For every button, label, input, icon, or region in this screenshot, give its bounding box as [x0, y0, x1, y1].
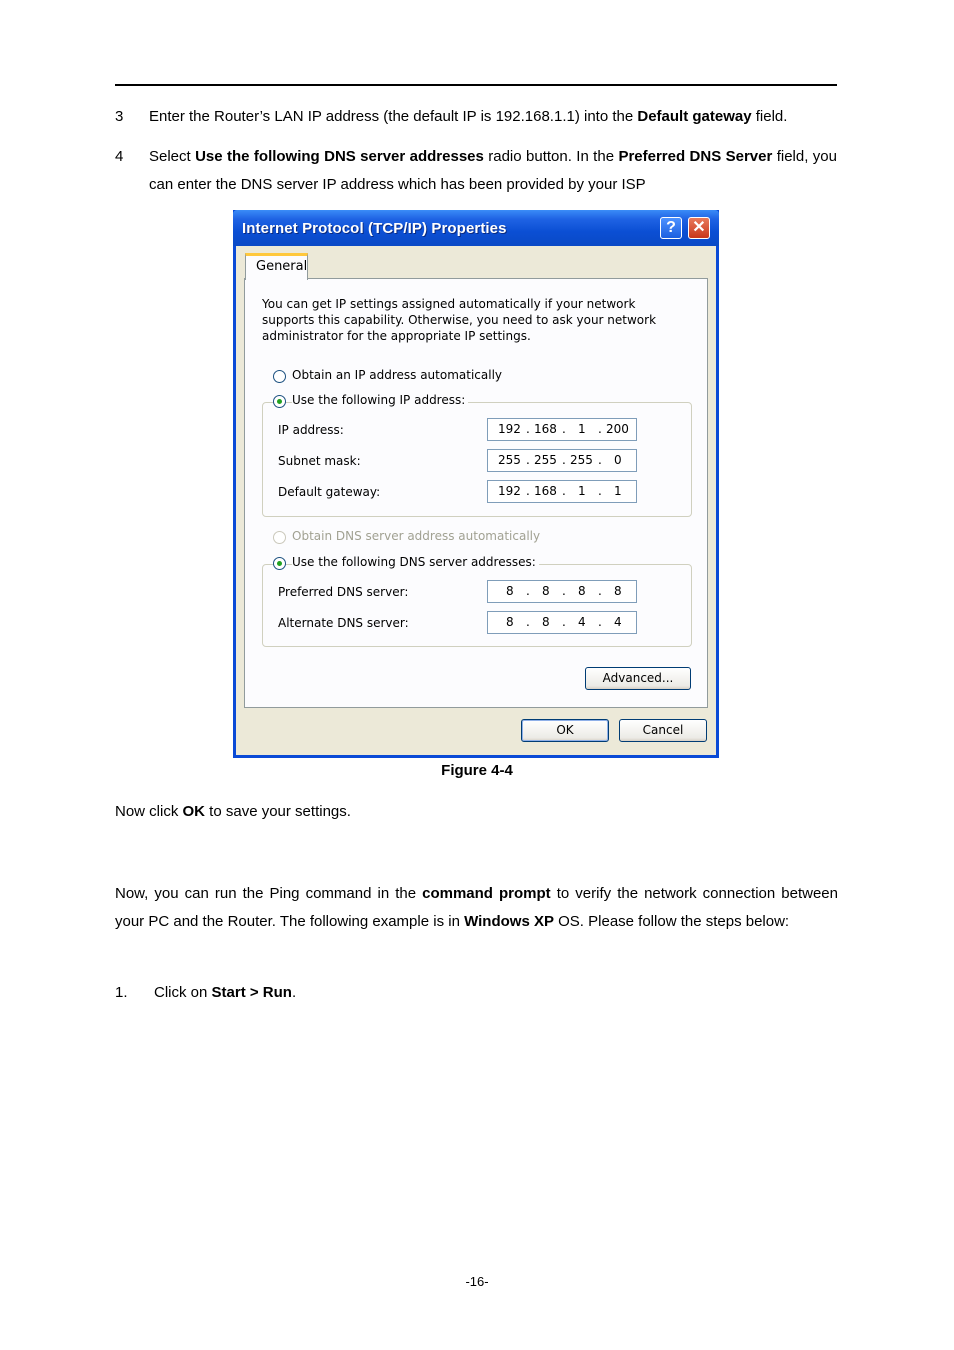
- ip-address-field[interactable]: 192 . 168 . 1 . 200: [487, 418, 637, 441]
- page-number: -16-: [465, 1274, 489, 1289]
- alternate-dns-label: Alternate DNS server:: [278, 616, 409, 630]
- alternate-dns-field[interactable]: 8 . 8 . 4 . 4: [487, 611, 637, 634]
- step-4-text: Select Use the following DNS server addresses radio button. In the Preferred DNS Server field, you can enter the DNS server IP address which has been provided by your ISP: [149, 148, 837, 193]
- step-3-text: Enter the Router’s LAN IP address (the default IP is 192.168.1.1) into the Default gateway field.: [149, 108, 788, 125]
- step-4-number: 4: [115, 148, 124, 165]
- ok-button[interactable]: OK: [521, 719, 609, 742]
- step-3-number: 3: [115, 108, 124, 125]
- radio-use-ip-manual[interactable]: [273, 395, 286, 408]
- ip-address-label: IP address:: [278, 423, 344, 437]
- radio-obtain-ip-auto-label: Obtain an IP address automatically: [292, 368, 503, 382]
- tcpip-properties-dialog: [233, 210, 719, 758]
- close-icon: ✕: [692, 219, 706, 236]
- dialog-title: Internet Protocol (TCP/IP) Properties: [242, 220, 507, 237]
- dns-server-group: [262, 564, 692, 647]
- default-gateway-field[interactable]: 192 . 168 . 1 . 1: [487, 480, 637, 503]
- advanced-button[interactable]: Advanced...: [585, 667, 691, 690]
- radio-obtain-ip-auto[interactable]: [273, 370, 286, 383]
- general-tab-panel: [244, 278, 708, 708]
- help-button[interactable]: [660, 217, 682, 239]
- figure-caption: Figure 4-4: [441, 762, 513, 779]
- tab-general[interactable]: General: [245, 253, 308, 280]
- save-settings-text: Now click OK to save your settings.: [115, 803, 351, 820]
- subnet-mask-label: Subnet mask:: [278, 454, 361, 468]
- intro-text: You can get IP settings assigned automatically if your network supports this capability. Otherwise, you need to ask your network administrator for the appropriate IP settings.: [262, 297, 657, 343]
- radio-use-ip-manual-label: Use the following IP address:: [292, 393, 468, 407]
- radio-obtain-dns-auto[interactable]: [273, 531, 286, 544]
- header-rule: [115, 84, 837, 86]
- help-icon: ?: [666, 219, 676, 236]
- dialog-client-area: [236, 246, 716, 755]
- step-1-number: 1.: [115, 984, 128, 1001]
- dialog-titlebar: [233, 210, 719, 246]
- cancel-button[interactable]: Cancel: [619, 719, 707, 742]
- step-1-text: Click on Start > Run.: [154, 984, 297, 1001]
- ping-paragraph: Now, you can run the Ping command in the command prompt to verify the network connection between your PC and the Router. The following example is in Windows XP OS. Please follow the steps below:: [115, 885, 838, 930]
- preferred-dns-field[interactable]: 8 . 8 . 8 . 8: [487, 580, 637, 603]
- subnet-mask-field[interactable]: 255 . 255 . 255 . 0: [487, 449, 637, 472]
- radio-use-dns-manual[interactable]: [273, 557, 286, 570]
- preferred-dns-label: Preferred DNS server:: [278, 585, 409, 599]
- close-button[interactable]: [688, 217, 710, 239]
- default-gateway-label: Default gateway:: [278, 485, 381, 499]
- radio-obtain-dns-auto-label: Obtain DNS server address automatically: [292, 529, 541, 543]
- radio-use-dns-manual-label: Use the following DNS server addresses:: [292, 555, 539, 569]
